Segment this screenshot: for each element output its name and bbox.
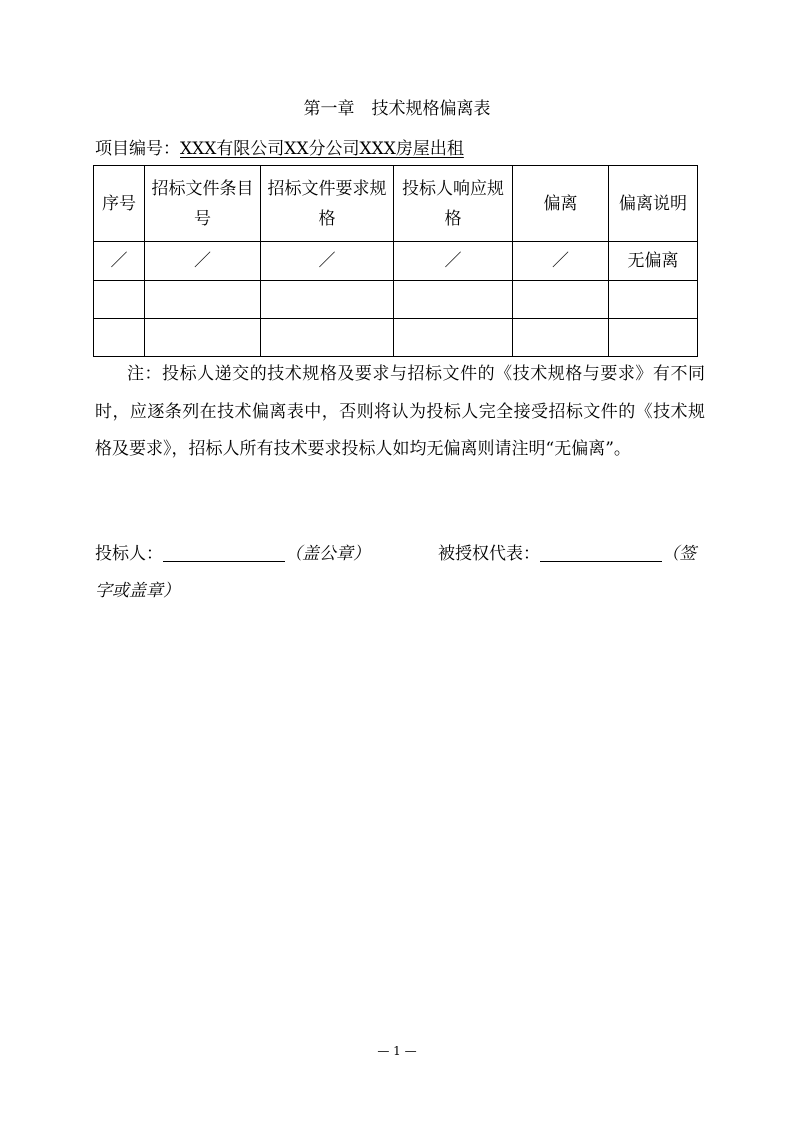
table-cell: ／	[513, 242, 609, 281]
header-cell-response-spec: 投标人响应规格	[394, 166, 513, 242]
representative-signature-blank[interactable]	[540, 543, 662, 562]
table-cell	[145, 281, 261, 319]
project-number-label: 项目编号：	[95, 139, 180, 159]
table-row	[94, 319, 698, 357]
page-title: 第一章 技术规格偏离表	[303, 99, 491, 119]
table-cell: ／	[394, 242, 513, 281]
representative-signature-line	[438, 539, 696, 564]
table-cell	[94, 281, 145, 319]
header-cell-required-spec: 招标文件要求规格	[261, 166, 394, 242]
table-header-row	[94, 166, 698, 242]
representative-sign-hint-continued: 字或盖章）	[95, 581, 180, 601]
header-cell-clause-no: 招标文件条目号	[145, 166, 261, 242]
table-cell	[145, 319, 261, 357]
table-cell: ／	[145, 242, 261, 281]
table-cell: ／	[94, 242, 145, 281]
page-number: — 1 —	[377, 1044, 417, 1058]
table-cell	[513, 281, 609, 319]
representative-label: 被授权代表：	[438, 544, 540, 564]
deviation-note-paragraph: 注：投标人递交的技术规格及要求与招标文件的《技术规格与要求》有不同时，应逐条列在技术偏离表中，否则将认为投标人完全接受招标文件的《技术规格及要求》，招标人所有技术要求投标人如均无偏离则请注明“无偏离”。	[95, 364, 705, 459]
header-cell-index: 序号	[94, 166, 145, 242]
project-number-line	[95, 134, 464, 159]
deviation-table	[93, 165, 698, 357]
bidder-label: 投标人：	[95, 544, 163, 564]
table-row	[94, 242, 698, 281]
table-cell	[609, 281, 698, 319]
table-cell	[261, 319, 394, 357]
header-cell-deviation-note: 偏离说明	[609, 166, 698, 242]
header-cell-deviation: 偏离	[513, 166, 609, 242]
project-number-value: XXX有限公司XX分公司XXX房屋出租	[180, 139, 464, 159]
table-cell	[609, 319, 698, 357]
table-cell: ／	[261, 242, 394, 281]
table-row	[94, 281, 698, 319]
table-cell	[261, 281, 394, 319]
bidder-signature-blank[interactable]	[163, 543, 285, 562]
representative-sign-hint: （签	[662, 544, 696, 564]
table-cell	[394, 319, 513, 357]
table-cell	[94, 319, 145, 357]
table-cell: 无偏离	[609, 242, 698, 281]
table-cell	[513, 319, 609, 357]
bidder-signature-line	[95, 539, 370, 564]
bidder-seal-hint: （盖公章）	[285, 544, 370, 564]
table-cell	[394, 281, 513, 319]
